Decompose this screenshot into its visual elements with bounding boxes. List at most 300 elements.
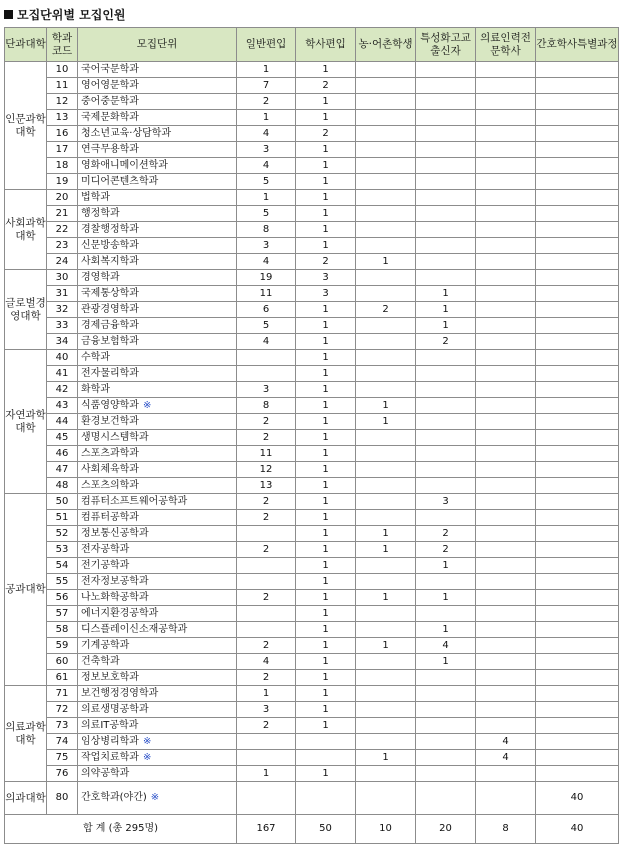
dept-code: 12 [47,94,78,110]
count-special-hs: 1 [416,318,476,334]
count-nursing [536,462,619,478]
count-medical [476,174,536,190]
unit-name: 영어영문학과 [81,79,139,91]
count-bachelor: 1 [296,206,356,222]
count-general: 8 [237,398,296,414]
college-name: 글로벌경영대학 [5,270,47,350]
count-nursing [536,110,619,126]
count-special-hs [416,78,476,94]
unit-name: 디스플레이신소재공학과 [81,623,188,635]
count-bachelor: 2 [296,78,356,94]
count-rural [356,686,416,702]
unit-name: 식품영양학과 [81,399,139,411]
count-general: 7 [237,78,296,94]
count-medical [476,430,536,446]
table-row [5,286,619,302]
count-medical [476,414,536,430]
count-bachelor: 1 [296,478,356,494]
college-name: 공과대학 [5,494,47,686]
college-name: 자연과학대학 [5,350,47,494]
count-special-hs [416,510,476,526]
unit-cell [78,286,237,302]
header-bachelor: 학사편입 [296,28,356,62]
count-general: 2 [237,414,296,430]
count-general: 2 [237,94,296,110]
count-general [237,734,296,750]
count-rural [356,142,416,158]
count-general: 5 [237,318,296,334]
unit-cell [78,446,237,462]
header-college: 단과대학 [5,28,47,62]
count-special-hs [416,766,476,782]
table-header-row [5,28,619,62]
count-rural [356,158,416,174]
dept-code: 30 [47,270,78,286]
count-special-hs: 1 [416,558,476,574]
count-bachelor: 1 [296,158,356,174]
count-general: 2 [237,510,296,526]
count-rural [356,558,416,574]
count-medical [476,670,536,686]
count-nursing [536,606,619,622]
count-medical [476,622,536,638]
count-special-hs: 3 [416,494,476,510]
unit-name: 신문방송학과 [81,239,139,251]
unit-name: 환경보건학과 [81,415,139,427]
count-nursing [536,414,619,430]
unit-name: 연극무용학과 [81,143,139,155]
table-row [5,398,619,414]
unit-cell [78,318,237,334]
unit-name: 스포츠의학과 [81,479,139,491]
count-special-hs [416,446,476,462]
unit-cell [78,190,237,206]
count-rural: 1 [356,590,416,606]
dept-code: 61 [47,670,78,686]
count-bachelor: 2 [296,254,356,270]
unit-name: 법학과 [81,191,110,203]
count-general [237,574,296,590]
total-medical: 8 [476,815,536,844]
table-row [5,462,619,478]
count-bachelor: 1 [296,222,356,238]
count-rural [356,718,416,734]
count-bachelor: 1 [296,430,356,446]
unit-name: 의약공학과 [81,767,130,779]
count-medical [476,126,536,142]
count-medical [476,782,536,815]
count-special-hs [416,606,476,622]
count-bachelor: 1 [296,590,356,606]
dept-code: 18 [47,158,78,174]
dept-code: 56 [47,590,78,606]
count-rural [356,206,416,222]
count-bachelor [296,782,356,815]
unit-name: 화학과 [81,383,110,395]
count-nursing [536,318,619,334]
count-nursing [536,366,619,382]
unit-cell [78,718,237,734]
count-rural [356,174,416,190]
count-general: 3 [237,238,296,254]
count-medical [476,766,536,782]
unit-name: 스포츠과학과 [81,447,139,459]
count-bachelor: 1 [296,494,356,510]
count-medical [476,686,536,702]
count-rural [356,126,416,142]
count-bachelor: 1 [296,446,356,462]
count-special-hs: 1 [416,302,476,318]
unit-name: 경찰행정학과 [81,223,139,235]
count-medical [476,270,536,286]
count-medical [476,254,536,270]
unit-name: 의료IT공학과 [81,719,139,731]
count-general: 11 [237,446,296,462]
count-bachelor: 1 [296,238,356,254]
count-general: 2 [237,670,296,686]
unit-name: 컴퓨터소프트웨어공학과 [81,495,188,507]
table-row [5,254,619,270]
count-special-hs [416,366,476,382]
unit-cell [78,238,237,254]
table-row [5,542,619,558]
table-row [5,382,619,398]
count-medical: 4 [476,734,536,750]
unit-name: 전자공학과 [81,543,130,555]
count-nursing [536,670,619,686]
count-general: 12 [237,462,296,478]
count-rural [356,766,416,782]
count-nursing [536,526,619,542]
unit-name: 작업치료학과 [81,751,139,763]
count-medical [476,718,536,734]
count-bachelor: 1 [296,606,356,622]
dept-code: 75 [47,750,78,766]
count-medical [476,206,536,222]
count-bachelor: 1 [296,366,356,382]
dept-code: 59 [47,638,78,654]
count-rural [356,238,416,254]
count-medical [476,110,536,126]
count-nursing [536,430,619,446]
unit-cell [78,398,237,414]
count-rural: 1 [356,750,416,766]
count-nursing [536,702,619,718]
count-general: 11 [237,286,296,302]
table-row [5,478,619,494]
count-special-hs: 4 [416,638,476,654]
table-row [5,702,619,718]
unit-cell [78,78,237,94]
total-nursing: 40 [536,815,619,844]
unit-cell [78,430,237,446]
count-medical [476,142,536,158]
unit-name: 전기공학과 [81,559,130,571]
count-rural [356,606,416,622]
table-row [5,590,619,606]
count-special-hs [416,110,476,126]
count-nursing [536,686,619,702]
count-nursing [536,718,619,734]
count-bachelor: 1 [296,542,356,558]
count-special-hs [416,718,476,734]
count-rural: 1 [356,398,416,414]
recruitment-table [4,27,619,844]
count-special-hs: 1 [416,286,476,302]
section-title-text: 모집단위별 모집인원 [17,7,126,22]
count-special-hs [416,126,476,142]
count-special-hs: 2 [416,542,476,558]
count-special-hs: 1 [416,622,476,638]
dept-code: 20 [47,190,78,206]
count-special-hs [416,270,476,286]
unit-name: 수학과 [81,351,110,363]
table-row [5,94,619,110]
unit-cell [78,254,237,270]
count-nursing [536,622,619,638]
unit-name: 경제금융학과 [81,319,139,331]
count-general: 1 [237,766,296,782]
count-general: 5 [237,174,296,190]
unit-cell [78,494,237,510]
count-nursing [536,382,619,398]
total-bachelor: 50 [296,815,356,844]
unit-cell [78,174,237,190]
count-general: 2 [237,494,296,510]
unit-name: 전자정보공학과 [81,575,149,587]
header-general: 일반편입 [237,28,296,62]
count-special-hs [416,398,476,414]
table-row [5,606,619,622]
count-bachelor: 1 [296,142,356,158]
unit-cell [78,590,237,606]
count-special-hs [416,702,476,718]
count-special-hs [416,478,476,494]
dept-code: 53 [47,542,78,558]
count-medical [476,446,536,462]
unit-cell [78,126,237,142]
count-nursing [536,302,619,318]
unit-name: 간호학과(야간) [81,792,147,803]
count-rural [356,510,416,526]
unit-name: 기계공학과 [81,639,130,651]
table-row [5,750,619,766]
count-medical [476,62,536,78]
note-mark-icon: ※ [142,399,152,411]
table-row [5,526,619,542]
table-row [5,366,619,382]
unit-name: 금융보험학과 [81,335,139,347]
count-general: 5 [237,206,296,222]
count-nursing [536,238,619,254]
count-medical [476,654,536,670]
college-name: 사회과학대학 [5,190,47,270]
count-special-hs: 1 [416,654,476,670]
unit-name: 생명시스템학과 [81,431,149,443]
count-rural: 1 [356,414,416,430]
dept-code: 54 [47,558,78,574]
count-general: 8 [237,222,296,238]
count-medical [476,638,536,654]
table-row [5,190,619,206]
dept-code: 71 [47,686,78,702]
count-bachelor: 1 [296,110,356,126]
dept-code: 51 [47,510,78,526]
count-general: 4 [237,654,296,670]
count-medical [476,286,536,302]
count-rural [356,478,416,494]
count-rural [356,286,416,302]
count-nursing [536,398,619,414]
unit-cell [78,622,237,638]
count-nursing [536,222,619,238]
count-general [237,350,296,366]
count-general [237,366,296,382]
unit-name: 국제문화학과 [81,111,139,123]
table-row [5,158,619,174]
count-bachelor: 1 [296,622,356,638]
count-rural [356,670,416,686]
table-row [5,142,619,158]
count-rural: 2 [356,302,416,318]
count-bachelor: 1 [296,718,356,734]
college-name: 의료과학대학 [5,686,47,782]
count-general [237,622,296,638]
unit-name: 미디어콘텐츠학과 [81,175,159,187]
count-medical [476,190,536,206]
square-bullet-icon [4,10,13,19]
count-general: 19 [237,270,296,286]
unit-cell [78,606,237,622]
count-rural [356,190,416,206]
unit-cell [78,686,237,702]
count-special-hs [416,206,476,222]
count-nursing [536,510,619,526]
count-nursing [536,62,619,78]
table-row [5,78,619,94]
count-bachelor: 3 [296,270,356,286]
count-general: 4 [237,158,296,174]
count-rural [356,574,416,590]
table-row [5,782,619,815]
count-general: 4 [237,126,296,142]
unit-name: 정보보호학과 [81,671,139,683]
count-medical [476,222,536,238]
header-nursing: 간호학사특별과정 [536,28,619,62]
dept-code: 11 [47,78,78,94]
count-rural [356,334,416,350]
table-row [5,270,619,286]
count-bachelor: 1 [296,302,356,318]
count-special-hs [416,222,476,238]
count-general: 2 [237,430,296,446]
count-special-hs [416,430,476,446]
count-nursing [536,654,619,670]
unit-name: 에너지환경공학과 [81,607,159,619]
count-medical [476,590,536,606]
count-nursing [536,94,619,110]
table-row [5,670,619,686]
count-medical [476,318,536,334]
dept-code: 16 [47,126,78,142]
unit-cell [78,206,237,222]
unit-cell [78,142,237,158]
unit-name: 중어중문학과 [81,95,139,107]
section-title [4,4,126,24]
unit-cell [78,270,237,286]
unit-cell [78,94,237,110]
count-rural [356,78,416,94]
dept-code: 43 [47,398,78,414]
table-row [5,334,619,350]
count-special-hs [416,462,476,478]
count-nursing [536,638,619,654]
dept-code: 52 [47,526,78,542]
count-bachelor: 1 [296,62,356,78]
dept-code: 72 [47,702,78,718]
table-row [5,446,619,462]
count-special-hs [416,94,476,110]
dept-code: 31 [47,286,78,302]
unit-cell [78,462,237,478]
count-nursing [536,478,619,494]
count-bachelor: 3 [296,286,356,302]
table-row [5,110,619,126]
count-nursing [536,286,619,302]
dept-code: 10 [47,62,78,78]
count-general: 2 [237,718,296,734]
count-nursing [536,446,619,462]
count-general: 3 [237,142,296,158]
unit-cell [78,574,237,590]
count-nursing [536,126,619,142]
count-rural [356,270,416,286]
count-rural [356,366,416,382]
table-row [5,238,619,254]
unit-name: 건축학과 [81,655,120,667]
dept-code: 76 [47,766,78,782]
count-nursing [536,206,619,222]
table-row [5,510,619,526]
count-nursing [536,734,619,750]
count-rural [356,782,416,815]
table-row [5,62,619,78]
table-row [5,638,619,654]
count-special-hs [416,670,476,686]
count-nursing [536,750,619,766]
dept-code: 57 [47,606,78,622]
count-bachelor: 1 [296,766,356,782]
unit-name: 영화애니메이션학과 [81,159,168,171]
count-bachelor: 1 [296,654,356,670]
dept-code: 22 [47,222,78,238]
count-rural [356,462,416,478]
count-general: 1 [237,110,296,126]
dept-code: 73 [47,718,78,734]
count-medical [476,398,536,414]
unit-name: 정보통신공학과 [81,527,149,539]
table-row [5,766,619,782]
table-row [5,302,619,318]
count-bachelor: 1 [296,382,356,398]
count-special-hs: 2 [416,526,476,542]
count-general: 3 [237,382,296,398]
dept-code: 44 [47,414,78,430]
count-nursing [536,350,619,366]
count-bachelor: 2 [296,126,356,142]
count-special-hs [416,238,476,254]
unit-cell [78,110,237,126]
